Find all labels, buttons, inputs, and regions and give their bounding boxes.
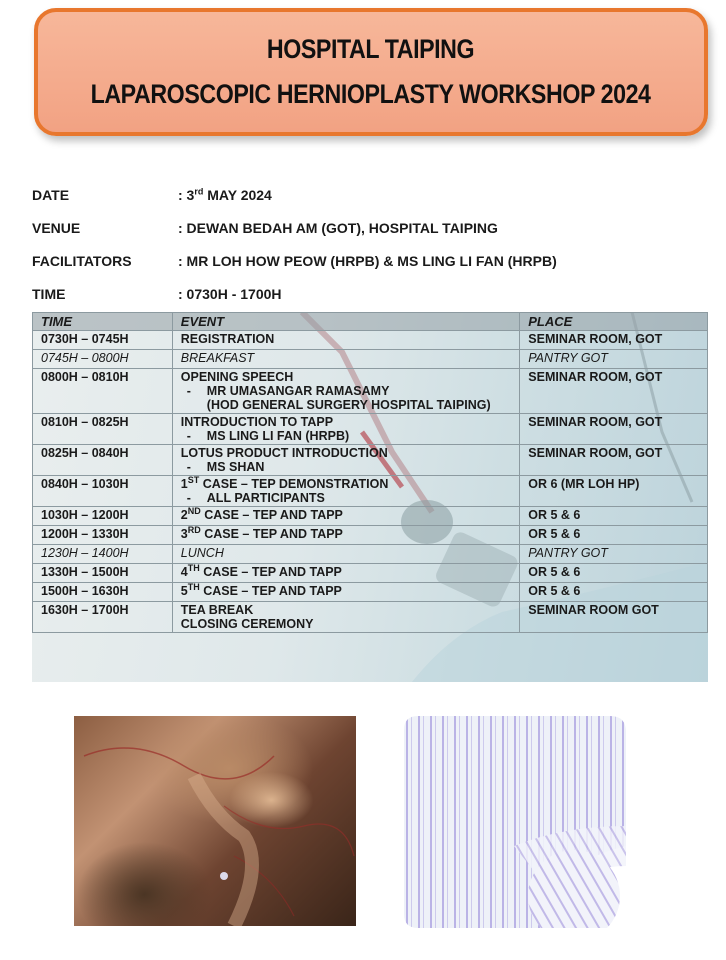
row-place: OR 5 & 6 [520,526,708,545]
event-title: INTRODUCTION TO TAPP [180,415,334,429]
row-place: OR 5 & 6 [520,583,708,602]
row-event: 3RD CASE – TEP AND TAPP [172,526,519,545]
event-title: LOTUS PRODUCT INTRODUCTION [180,446,388,460]
row-event: 2ND CASE – TEP AND TAPP [172,507,519,526]
hernia-mesh-image [404,716,628,928]
event-title: 1ST CASE – TEP DEMONSTRATION [180,474,389,491]
event-speaker: - MS SHAN [186,460,265,474]
vessels-icon [74,716,356,926]
event-speaker: - MR UMASANGAR RAMASAMY [186,384,390,398]
time-label: TIME [32,285,66,302]
row-time: 1030H – 1200H [33,507,173,526]
row-place: PANTRY GOT [520,350,708,369]
table-row [33,331,708,350]
row-event: REGISTRATION [172,331,519,350]
row-time: 1230H – 1400H [33,545,173,564]
row-event: 4TH CASE – TEP AND TAPP [172,564,519,583]
table-row [33,445,708,476]
table-row [33,583,708,602]
row-place: OR 5 & 6 [520,564,708,583]
row-event [172,414,519,445]
facilitators-label: FACILITATORS [32,252,132,269]
column-header-event: EVENT [172,313,519,331]
date-label: DATE [32,186,70,203]
date-value: : 3rd MAY 2024 [178,185,272,203]
table-row [33,602,708,633]
row-place: OR 6 (MR LOH HP) [520,476,708,507]
hospital-title: HOSPITAL TAIPING [267,34,475,64]
row-time: 0840H – 1030H [33,476,173,507]
date-row [32,178,692,211]
event-title: OPENING SPEECH [180,370,294,384]
venue-value: : DEWAN BEDAH AM (GOT), HOSPITAL TAIPING [178,219,498,236]
event-info [32,178,692,310]
row-place: SEMINAR ROOM, GOT [520,369,708,414]
row-time: 0730H – 0745H [33,331,173,350]
column-header-place: PLACE [520,313,708,331]
row-place: SEMINAR ROOM, GOT [520,445,708,476]
schedule-table-wrap [32,312,708,682]
row-time: 0810H – 0825H [33,414,173,445]
row-event: LUNCH [172,545,519,564]
row-time: 1330H – 1500H [33,564,173,583]
table-row [33,350,708,369]
event-title-2: CLOSING CEREMONY [180,617,314,631]
facilitators-value: : MR LOH HOW PEOW (HRPB) & MS LING LI FAN (HRPB) [178,252,557,269]
row-place: SEMINAR ROOM GOT [520,602,708,633]
table-row [33,564,708,583]
table-row [33,526,708,545]
row-event: 5TH CASE – TEP AND TAPP [172,583,519,602]
column-header-time: TIME [33,313,173,331]
row-time: 1630H – 1700H [33,602,173,633]
workshop-title: LAPAROSCOPIC HERNIOPLASTY WORKSHOP 2024 [91,79,651,109]
table-row [33,545,708,564]
schedule-table [32,312,708,633]
table-row [33,369,708,414]
venue-label: VENUE [32,219,81,236]
table-row [33,414,708,445]
row-place: SEMINAR ROOM, GOT [520,331,708,350]
row-event: BREAKFAST [172,350,519,369]
event-speaker: - MS LING LI FAN (HRPB) [186,429,350,443]
row-time: 1200H – 1330H [33,526,173,545]
row-time: 0825H – 0840H [33,445,173,476]
venue-row [32,211,692,244]
row-place: PANTRY GOT [520,545,708,564]
time-row [32,277,692,310]
row-event [172,476,519,507]
row-event [172,602,519,633]
time-value: : 0730H - 1700H [178,285,282,302]
row-event [172,369,519,414]
event-title: TEA BREAK [180,603,254,617]
table-header-row [33,313,708,331]
table-row [33,476,708,507]
facilitators-row [32,244,692,277]
laparoscopic-view-image [74,716,356,926]
row-place: OR 5 & 6 [520,507,708,526]
event-speaker-title: (HOD GENERAL SURGERY HOSPITAL TAIPING) [206,398,491,412]
title-banner [34,8,708,136]
row-time: 1500H – 1630H [33,583,173,602]
row-place: SEMINAR ROOM, GOT [520,414,708,445]
row-time: 0745H – 0800H [33,350,173,369]
row-event [172,445,519,476]
row-time: 0800H – 0810H [33,369,173,414]
table-row [33,507,708,526]
event-speaker: - ALL PARTICIPANTS [186,491,325,505]
